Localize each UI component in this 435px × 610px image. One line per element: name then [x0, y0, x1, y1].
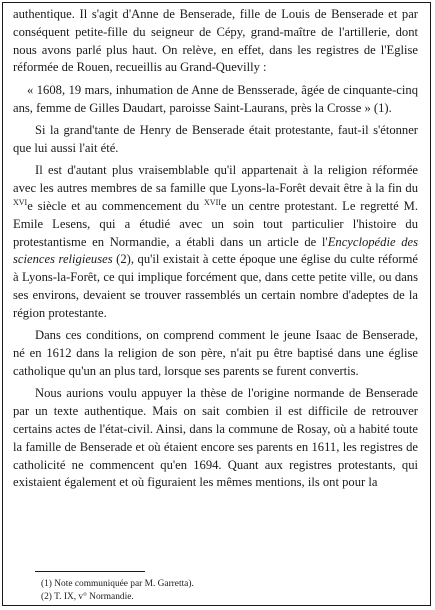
paragraph-6: Nous aurions voulu appuyer la thèse de l'origine normande de Benserade par un texte authentique. Mais on sait combien il est difficile de retrouver certains actes de l'état-civil. Ainsi, dans la commune de Rosay, où a habité toute la famille de Benserade et où étaient encore ses parents en 1611, les registres de catholicité ne commencent qu'en 1694. Quant aux registres protestants, qui existaient également et où figuraient les mêmes mentions, ils ont pour la: [13, 386, 418, 490]
paragraph-1: authentique. Il s'agit d'Anne de Benserade, fille de Louis de Benserade et par conséquent petite-fille du seigneur de Cépy, grand-maître de l'artillerie, dont nous avons parlé plus haut. On relève, en effet, dans les registres de l'Eglise réformée de Rouen, recueillis au Grand-Quevilly :: [13, 7, 418, 75]
century-xvii-superscript: XVII: [204, 197, 221, 207]
footnote-divider: [35, 571, 145, 572]
century-xvi-superscript: XVI: [13, 197, 28, 207]
paragraph-4-part-1: Il est d'autant plus vraisemblable qu'il appartenait à la religion réformée avec les autres membres de sa famille que Lyons-la-Forêt devait être à la fin du: [13, 163, 418, 196]
footnotes: [41, 578, 421, 604]
paragraph-4-part-3: e un centre protestant. Le regretté M. Emile Lesens, qui a étudié avec un soin tout particulier l'histoire du protestantisme en Normandie, a établi dans un article de l': [13, 199, 418, 249]
encyclopedia-title: Encyclopédie des sciences religieuses: [13, 234, 419, 267]
document-page: [2, 2, 431, 606]
paragraph-5: Dans ces conditions, on comprend comment le jeune Isaac de Benserade, né en 1612 dans la religion de son père, n'ait pu être baptisé dans une église catholique qu'un an plus tard, lorsque ses parents se furent convertis.: [13, 328, 418, 378]
paragraph-4-part-4: (2), qu'il existait à cette époque une église du culte réformé à Lyons-la-Forêt, ce qui implique forcément que, dans cette petite ville, ou dans ses environs, devaient se trouver rassemblés un certain nombre d'adeptes de la région protestante.: [13, 252, 418, 320]
body-text: [13, 6, 418, 497]
paragraph-4: [13, 162, 418, 322]
paragraph-quote-burial-record: « 1608, 19 mars, inhumation de Anne de Bensserade, âgée de cinquante-cinq ans, femme de Gilles Daudart, paroisse Saint-Laurans, près la Crosse » (1).: [13, 82, 418, 115]
footnote-1: (1) Note communiquée par M. Garretta).: [41, 579, 194, 589]
paragraph-3: Si la grand'tante de Henry de Benserade était protestante, faut-il s'étonner que lui aussi l'ait été.: [13, 123, 418, 155]
footnote-2: (2) T. IX, v° Normandie.: [41, 592, 134, 602]
paragraph-4-part-2: e siècle et au commencement du: [27, 199, 205, 214]
